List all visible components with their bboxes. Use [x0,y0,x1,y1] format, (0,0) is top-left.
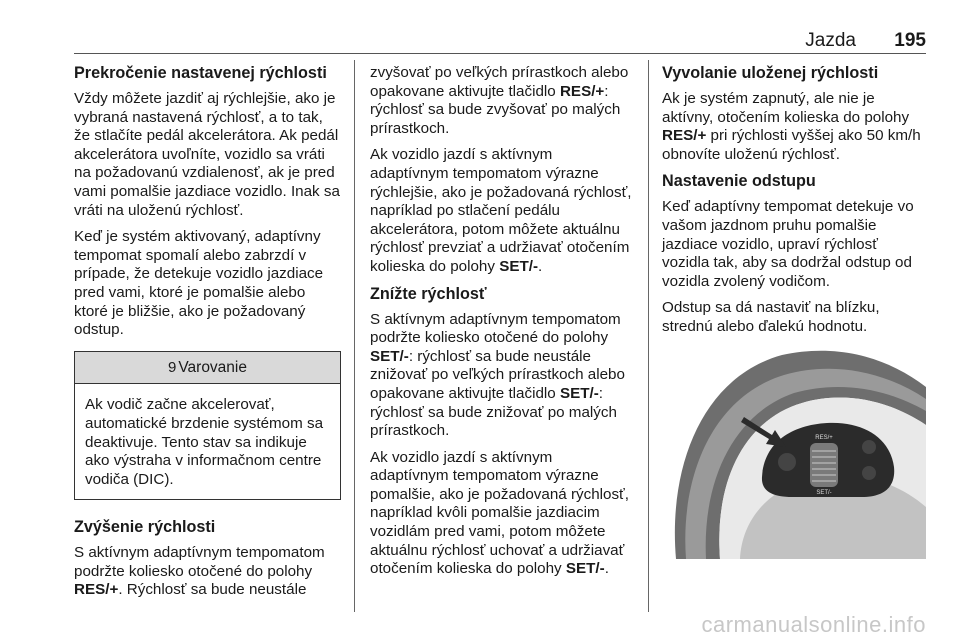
heading-recall-speed: Vyvolanie uloženej rýchlosti [662,64,879,82]
section-title: Jazda [805,30,856,51]
steering-wheel-image [662,347,926,559]
warning-header [75,352,340,385]
heading-exceeding-speed: Prekročenie nastavenej rýchlosti [74,64,327,82]
page-number: 195 [894,30,926,51]
paragraph: Keď adaptívny tempomat detekuje vo vašom jazdnom pruhu pomalšie jazdiace vozidlo, upraví rýchlosť vozidla tak, aby sa dodržal odstup od vozidla zvolený vodičom. [662,198,914,290]
heading-distance-setting: Nastavenie odstupu [662,172,816,191]
warning-box [74,351,341,501]
paragraph: S aktívnym adaptívnym tempomatom podržte koliesko otočené do polohy RES/+. Rýchlosť sa bude neustále [74,544,325,599]
watermark: carmanualsonline.info [701,612,926,637]
column-divider [354,60,355,612]
warning-text: Ak vodič začne akcelerovať, automatické brzdenie systémom sa deaktivuje. Tento stav sa indikuje ako výstraha v informačnom centre vodiča (DIC). [85,396,324,488]
res-label: RES/+ [815,434,833,441]
paragraph: Vždy môžete jazdiť aj rýchlejšie, ako je vybraná nastavená rýchlosť, a to tak, že stlačíte pedál akcelerátora. Ak pedál akcelerátora uvoľníte, vozidlo sa vráti na požadovanú vzdialenosť, ak je pred vami pomalšie jazdiace vozidlo. Inak sa vráti na uloženú rýchlosť. [74,90,340,219]
warning-icon: 9 [168,358,177,376]
steering-wheel-illustration [662,347,926,559]
set-label: SET/- [816,489,832,496]
paragraph: Ak vozidlo jazdí s aktívnym adaptívnym tempomatom výrazne rýchlejšie, ako je požadovaná rýchlosť, napríklad po stlačení pedálu akcelerátora, potom môžete aktuálnu rýchlosť prevziať a udržiavať otočením kolieska do polohy SET/-. [370,146,632,275]
heading-increase-speed: Zvýšenie rýchlosti [74,518,216,537]
header-rule [74,53,926,54]
column-1 [74,64,341,608]
paragraph: Keď je systém aktivovaný, adaptívny tempomat spomalí alebo zabrzdí v prípade, že detekuje vozidlo jazdiace pred vami, ktoré je pomalšie alebo ktoré je bližšie, ako je požadovaný odstup. [74,228,324,339]
paragraph: zvyšovať po veľkých prírastkoch alebo opakovane aktivujte tlačidlo RES/+: rýchlosť sa bude zvyšovať po malých prírastkoch. [370,64,629,137]
warning-title: Varovanie [178,358,247,376]
column-2 [370,64,632,587]
paragraph: S aktívnym adaptívnym tempomatom podržte koliesko otočené do polohy SET/-: rýchlosť sa bude neustále znižovať po veľkých prírastkoch alebo opakovane aktivujte tlačidlo SET/-: rýchlosť sa bude znižovať po malých prírastkoch. [370,310,625,440]
column-3 [662,64,926,559]
heading-reduce-speed: Znížte rýchlosť [370,284,487,303]
paragraph: Ak vozidlo jazdí s aktívnym adaptívnym tempomatom výrazne pomalšie, ako je požadovaná rýchlosť, napríklad kvôli pomalšie jazdiacim vozidlám pred vami, potom môžete aktuálnu rýchlosť uchovať a udržiavať otočením kolieska do polohy SET/-. [370,448,629,578]
page-header [74,30,926,52]
column-divider [648,60,649,612]
paragraph: Ak je systém zapnutý, ale nie je aktívny, otočením kolieska do polohy RES/+ pri rýchlosti vyššej ako 50 km/h obnovíte uloženú rýchlosť. [662,90,921,163]
paragraph: Odstup sa dá nastaviť na blízku, strednú alebo ďalekú hodnotu. [662,299,880,335]
